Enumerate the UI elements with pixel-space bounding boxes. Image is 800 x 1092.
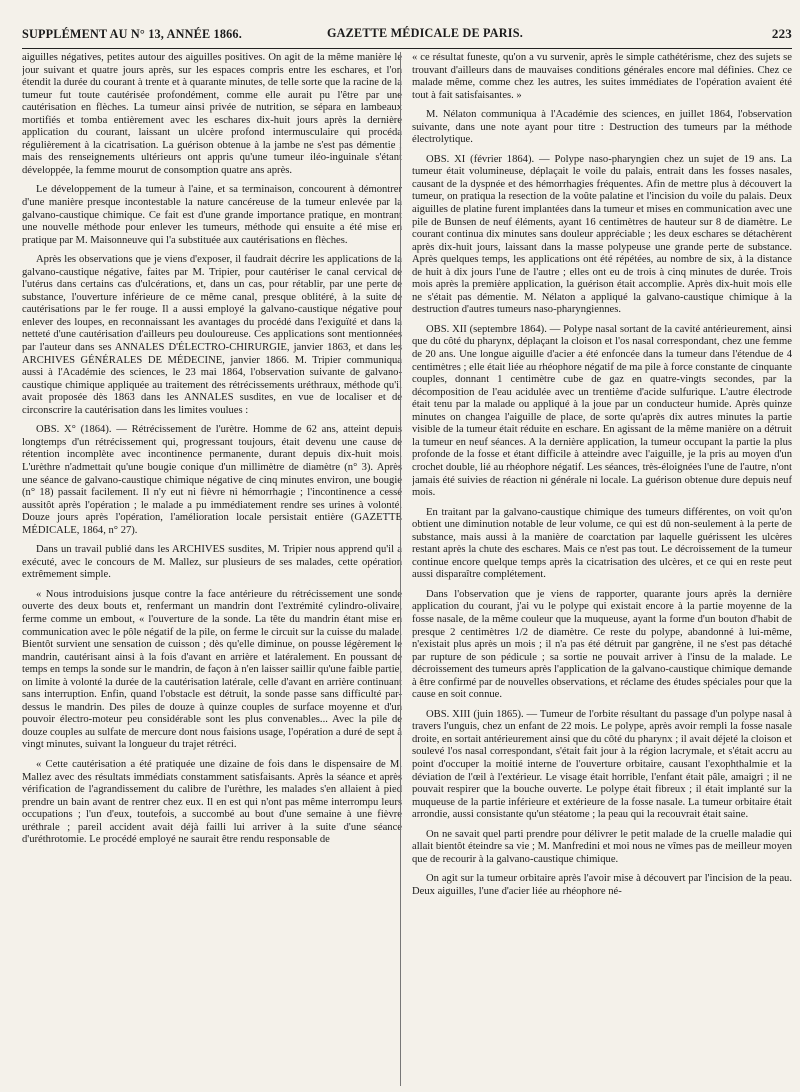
paragraph: Après les observations que je viens d'exposer, il faudrait décrire les applications de la galvano-caustique négative, faites par M. Tripier, pour cautériser le canal cervical de l'utérus dans certains cas d'ulcérations, et, dans un cas, pour rétablir, par une perte de substance, l'ouverture inférieure de ce même canal, presque oblitéré, à la suite de cautérisations par le fer rouge. Il a aussi employé la galvano-caustique négative pour enlever des loupes, en reconnaissant les avantages du procédé dans l'exiguïté et dans la netteté d'une cautérisation d'ailleurs peu douloureuse. Ces applications sont mentionnées par l'auteur dans ses ANNALES D'ÉLECTRO-CHIRURGIE, janvier 1863, et dans les ARCHIVES GÉNÉRALES DE MÉDECINE, janvier 1866. M. Tripier communiqua aussi à l'Académie des sciences, le 23 mai 1864, l'observation suivante de galvano-caustique chimique appliquée au traitement des rétrécissements uréthraux, méthode qu'il avait proposée dès 1863 dans les ANNALES susdites, en vue de localiser et de circonscrire la cautérisation dans les limites voulues : — [22, 254, 402, 416]
right-column — [412, 52, 792, 1086]
header-rule — [22, 48, 792, 49]
observation-paragraph: OBS. XII (septembre 1864). — Polype nasal sortant de la cavité antérieurement, ainsi que du côté du pharynx, déplaçant la cloison et l'os nasal correspondant, chez une femme de 20 ans. Une longue aiguille d'acier a été enfoncée dans la tumeur dans l'étendue de 4 centimètres ; elle était liée au rhéophore négatif de ma pile à force constante de cinquante couples, donnant 1 centimètre cube de gaz en quatre-vingts secondes, par la décomposition de l'eau acidulée avec un trentième d'acide sulfurique. L'autre électrode était tenu par la malade ou appliqué à la joue par un conducteur humide. Après quinze minutes on changea l'aiguille de place, de sorte qu'après dix autres minutes la partie visible de la tumeur était réduite en eschare. En agissant de la même manière on a détruit la tumeur en neuf séances. A la dernière application, la tumeur occupant la partie la plus profonde de la fosse et étant difficile à atteindre avec l'aiguille, je la pris au moyen d'un crochet double, lié au rhéophore négatif. Les séances, très-éloignées l'une de l'autre, n'ont jamais été suivies de réaction ni générale ni locale. La guérison obtenue dure depuis neuf mois. — [412, 323, 792, 499]
column-divider — [400, 52, 401, 1086]
running-header — [22, 26, 792, 46]
header-left: SUPPLÉMENT AU N° 13, ANNÉE 1866. — [22, 27, 242, 41]
quote-paragraph: « ce résultat funeste, qu'on a vu survenir, après le simple cathétérisme, chez des sujets se trouvant d'ailleurs dans de mauvaises conditions générales encore mal définies. Chez ce malade même, comme chez les autres, les suites immédiates de l'opération avaient été tout à fait satisfaisantes. » — [412, 52, 792, 101]
paragraph: Dans l'observation que je viens de rapporter, quarante jours après la dernière application du courant, j'ai vu le polype qui existait encore à la partie moyenne de la fosse nasale, de la même couleur que la muqueuse, ayant la forme d'un bouton d'habit de presque 2 centimètres 1/2 de diamètre. Ce reste du polype, abandonné à lui-même, n'existait plus après un mois ; il n'a pas été détruit par gangrène, il ne s'est pas détaché par rupture de son pédicule ; sa sortie ne pouvait arriver à l'insu de la malade. Le décroissement des tumeurs après l'application de la galvano-caustique chimique demande à être confirmé par de nouvelles observations, et réclame des études spéciales pour que la cause en soit connue. — [412, 588, 792, 701]
paragraph: En traitant par la galvano-caustique chimique des tumeurs différentes, on voit qu'on obtient une diminution notable de leur volume, ce qui est dû non-seulement à la perte de substance, mais aussi à la manière de coarctation par laquelle guérissent les ulcères restant après la chute des eschares. Mais ce n'est pas tout. Le décroissement de la tumeur continue encore quelque temps après la cicatrisation des ulcères, et ce qui en reste peut aussi disparaître complétement. — [412, 506, 792, 581]
left-column — [22, 52, 402, 1086]
quote-paragraph: « Nous introduisions jusque contre la face antérieure du rétrécissement une sonde ouverte des deux bouts et, renfermant un mandrin dont l'extrémité cylindro-olivaire, ferme comme un embout, « l'ouverture de la sonde. La tête du mandrin étant mise en communication avec le pôle négatif de la pile, on ferme le circuit sur la cuisse du malade. Bientôt survient une sensation de cuisson ; dès qu'elle diminue, on pousse légèrement le mandrin, cautérisant ainsi à la fois d'avant en arrière et latéralement. En poussant de temps en temps la sonde sur le mandrin, de façon à n'en laisser saillir qu'une faible partie, on limite à volonté la durée de la cautérisation latérale, celle d'avant en arrière continuant sans interruption. Enfin, quand l'obstacle est détruit, la sonde passe sans difficulté par-dessus le mandrin. Des piles de douze à quinze couples de surface moyenne et d'un pouvoir électro-moteur peu considérable sont les plus convenables... Avec la pile de douze couples au sulfate de mercure dont nous faisions usage, l'opération a duré de sept à vingt minutes, suivant la longueur du trajet rétréci. — [22, 588, 402, 751]
paragraph: M. Nélaton communiqua à l'Académie des sciences, en juillet 1864, l'observation suivante, dans une note ayant pour titre : Destruction des tumeurs par la méthode électrolytique. — [412, 109, 792, 146]
paragraph: aiguilles négatives, petites autour des aiguilles positives. On agit de la même manière le jour suivant et quatre jours après, sur les espaces compris entre les eschares, et l'on étendit la durée du courant à trente et à quarante minutes, de telle sorte que la racine de la tumeur fut toute cautérisée profondément, comme elle aurait pu l'être par une cautérisation en flèches. La tumeur ainsi privée de nutrition, se sépara en lambeaux mortifiés et tomba entièrement avec les eschares dix-huit jours après la dernière application du courant, laissant un ulcère profond intermusculaire qui procéda régulièrement à la cicatrisation. La guérison obtenue à la jambe ne s'est pas démentie ; mais des renseignements ultérieurs ont appris qu'une tumeur iléo-inguinale s'étant développée, la femme mourut de consomption quatre ans après. — [22, 52, 402, 176]
paragraph: On ne savait quel parti prendre pour délivrer le petit malade de la cruelle maladie qui allait bientôt éteindre sa vie ; M. Manfredini et moi nous ne vîmes pas de meilleur moyen que de recourir à la galvano-caustique chimique. — [412, 828, 792, 865]
quote-paragraph: « Cette cautérisation a été pratiquée une dizaine de fois dans le dispensaire de M. Mallez avec des résultats immédiats constamment satisfaisants. Après la séance et après vérification de l'agrandissement du calibre de l'urèthre, les malades s'en allaient à pied prendre un bain avant de rentrer chez eux. Il en est qui n'ont pas même interrompu leurs occupations ; l'un d'eux, toutefois, a succombé au bout d'une semaine à une fièvre uréthrale ; pareil accident avait déjà failli lui arriver à la suite d'une séance d'uréthrotomie. Le procédé employé ne saurait être rendu responsable de — [22, 758, 402, 846]
paragraph: On agit sur la tumeur orbitaire après l'avoir mise à découvert par l'incision de la peau. Deux aiguilles, l'une d'acier liée au rhéophore né- — [412, 873, 792, 897]
observation-paragraph: OBS. XIII (juin 1865). — Tumeur de l'orbite résultant du passage d'un polype nasal à travers l'unguis, chez un enfant de 22 mois. Le polype, après avoir rempli la fosse nasale droite, en sortait antérieurement ainsi que du côté du pharynx ; il avait déjeté la cloison et soulevé l'os nasal correspondant, s'était fait jour à la région lacrymale, et s'était accru au point d'occuper la moitié interne de l'ouverture orbitaire, causant l'exophthalmie et la déviation de l'œil à l'extérieur. Le visage était horrible, l'enfant était pâle, amaigri ; il ne pouvait respirer que la bouche ouverte. Le polype était fibreux ; il était implanté sur la muqueuse de la partie inférieure et extérieure de la fosse nasale. La tumeur orbitaire était arrondie, aussi consistante qu'un stéatome ; la peau qui la recouvrait était saine. — [412, 708, 792, 821]
paragraph: Le développement de la tumeur à l'aine, et sa terminaison, concourent à démontrer d'une manière presque incontestable la nature cancéreuse de la tumeur enlevée par la galvano-caustique chimique. Ce fait est d'une grande importance pratique, en montrant une nouvelle méthode pour enlever les tumeurs, méthode qui ensuite a été mise en pratique par M. Maisonneuve qui l'a substituée aux cautérisations en flèches. — [22, 184, 402, 246]
paragraph: Dans un travail publié dans les ARCHIVES susdites, M. Tripier nous apprend qu'il a exécuté, avec le concours de M. Mallez, sur plusieurs de ses malades, cette opération extrêmement simple. — [22, 544, 402, 581]
journal-title: GAZETTE MÉDICALE DE PARIS. — [327, 26, 523, 40]
observation-paragraph: OBS. X° (1864). — Rétrécissement de l'urètre. Homme de 62 ans, atteint depuis longtemps d'un rétrécissement qui, progressant toujours, était devenu une cause de rétention incomplète avec incontinence permanente, durant depuis dix-huit mois. L'urèthre n'admettait qu'une bougie conique d'un millimètre de diamètre (n° 3). Après une séance de galvano-caustique chimique négative de cinq minutes environ, une bougie (n° 18) passait facilement. Il n'y eut ni fièvre ni hémorrhagie ; l'incontinence a cessé aussitôt après l'opération ; le malade a pu immédiatement rendre ses urines à volonté. Douze jours après l'opération, l'amélioration locale persistait entière (GAZETTE MÉDICALE, 1864, n° 27). — [22, 424, 402, 536]
page-number: 223 — [771, 26, 792, 41]
observation-paragraph: OBS. XI (février 1864). — Polype naso-pharyngien chez un sujet de 19 ans. La tumeur était volumineuse, déplaçait le voile du palais, entrait dans les fosses nasales, causant de la dyspnée et des hémorrhagies fréquentes. Afin de mettre plus à découvert la tumeur, on pratiqua la resection de la voûte palatine et l'incision du voile du palais. Deux aiguilles de platine furent implantées dans la tumeur et mises en communication avec une pile de Bunsen de neuf éléments, ayant 16 centimètres de hauteur sur 8 de diamètre. Le courant continua dix minutes sans douleur appréciable ; les deux eschares se détachèrent après dix-huit jours, laissant dans la masse polypeuse une grande perte de substance. Après quelques temps, les applications ont été répétées, au nombre de six, à la distance de huit à dix jours l'une de l'autre ; elles ont eu de trois à cinq minutes de durée. Trois mois après la première application, la guérison était accomplie. Après dix-huit mois elle ne s'était pas démentie. M. Nélaton a appliqué la galvano-caustique chimique à la destruction d'autres tumeurs naso-pharyngiennes. — [412, 153, 792, 316]
